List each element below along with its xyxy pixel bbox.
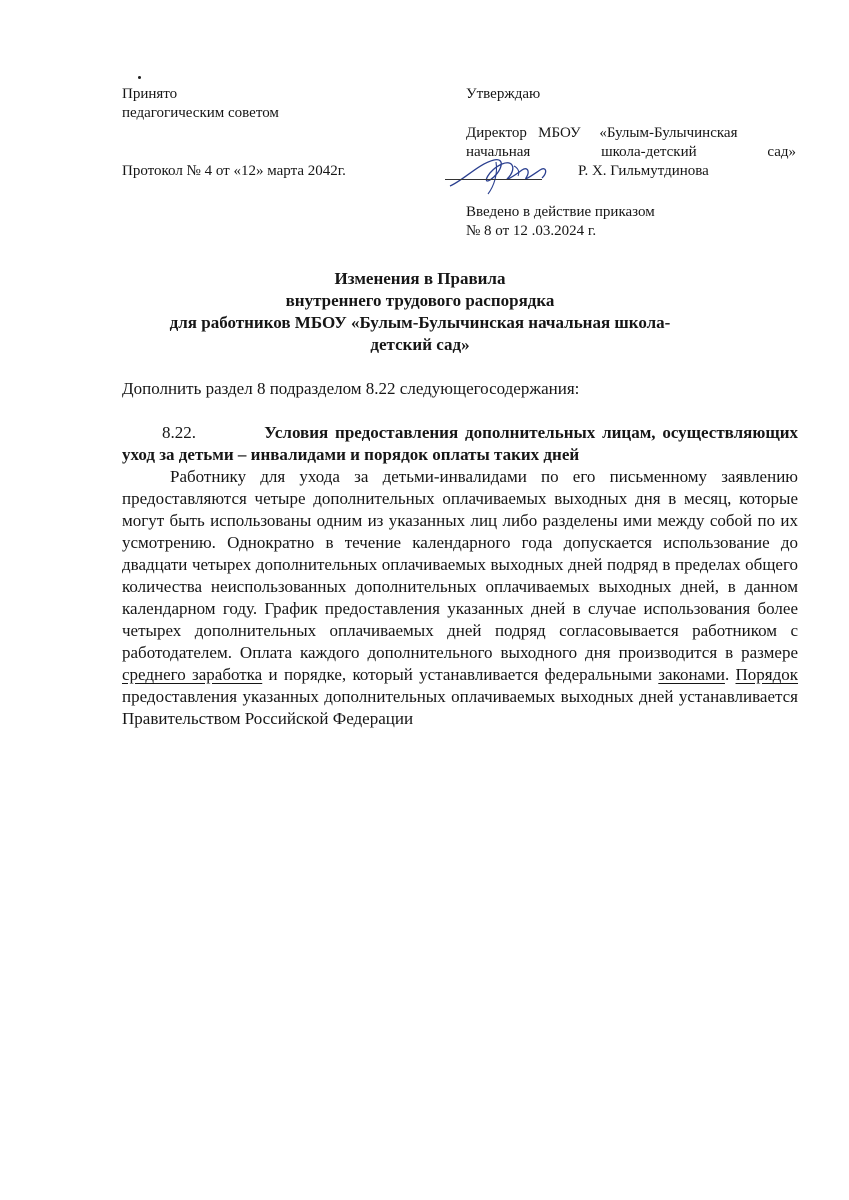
title-line3: для работников МБОУ «Булым-Булычинская начальная школа-: [169, 313, 671, 332]
link-average-salary[interactable]: среднего заработка: [122, 665, 263, 684]
title-line2: внутреннего трудового распорядка: [285, 291, 555, 310]
protocol-line: Протокол № 4 от «12» марта 2042г.: [122, 163, 346, 179]
director-line2-part1: начальная: [466, 144, 531, 160]
paragraph-mid2: .: [724, 665, 730, 684]
director-title-line1: Директор МБОУ «Булым-Булычинская: [466, 125, 738, 141]
pedagogical-council-label: педагогическим советом: [122, 105, 279, 121]
accepted-label: Принято: [122, 86, 178, 102]
director-line2-part2: школа-детский: [601, 144, 697, 160]
section-heading: [122, 422, 798, 466]
paragraph-end: предоставления указанных дополнительных оплачиваемых выходных дней устанавливается Правительством Российской Федерации: [122, 687, 798, 728]
signature-underline: [445, 179, 542, 180]
section-number: 8.22.: [162, 423, 196, 442]
section-heading-text: Условия предоставления дополнительных лицам, осуществляющих уход за детьми – инвалидами и порядок оплаты таких дней: [122, 423, 799, 464]
director-name: Р. Х. Гильмутдинова: [578, 163, 709, 179]
enacted-line1: Введено в действие приказом: [466, 204, 655, 220]
title-line4: детский сад»: [370, 335, 470, 354]
paragraph-mid1: и порядке, который устанавливается федеральными: [268, 665, 652, 684]
approve-label: Утверждаю: [466, 86, 541, 102]
enacted-line2: № 8 от 12 .03.2024 г.: [466, 223, 597, 239]
signature-mark: [444, 150, 564, 198]
paragraph-start: Работнику для ухода за детьми-инвалидами по его письменному заявлению предоставляются четыре дополнительных оплачиваемых выходных дня в месяц, которые могут быть использованы одним из указанных лиц либо разделены ими между собой по их усмотрению. Однократно в течение календарного года допускается использование до двадцати четырех дополнительных оплачиваемых выходных дней подряд в пределах общего количества неиспользованных дополнительных оплачиваемых выходных дней, в данном календарном году. График предоставления указанных дней в случае использования более четырех дополнительных оплачиваемых дней подряд согласовывается работником с работодателем. Оплата каждого дополнительного выходного дня производится в размере: [122, 467, 798, 662]
lead-sentence: Дополнить раздел 8 подразделом 8.22 следующегосодержания:: [122, 379, 580, 398]
section-paragraph: [122, 466, 798, 730]
director-line2-part3: сад»: [767, 144, 796, 160]
section-body: [122, 422, 798, 730]
scan-speck: [138, 76, 141, 79]
link-order[interactable]: Порядок: [735, 665, 799, 684]
link-laws[interactable]: законами: [658, 665, 725, 684]
title-line1: Изменения в Правила: [334, 269, 506, 288]
document-title: [100, 268, 740, 356]
